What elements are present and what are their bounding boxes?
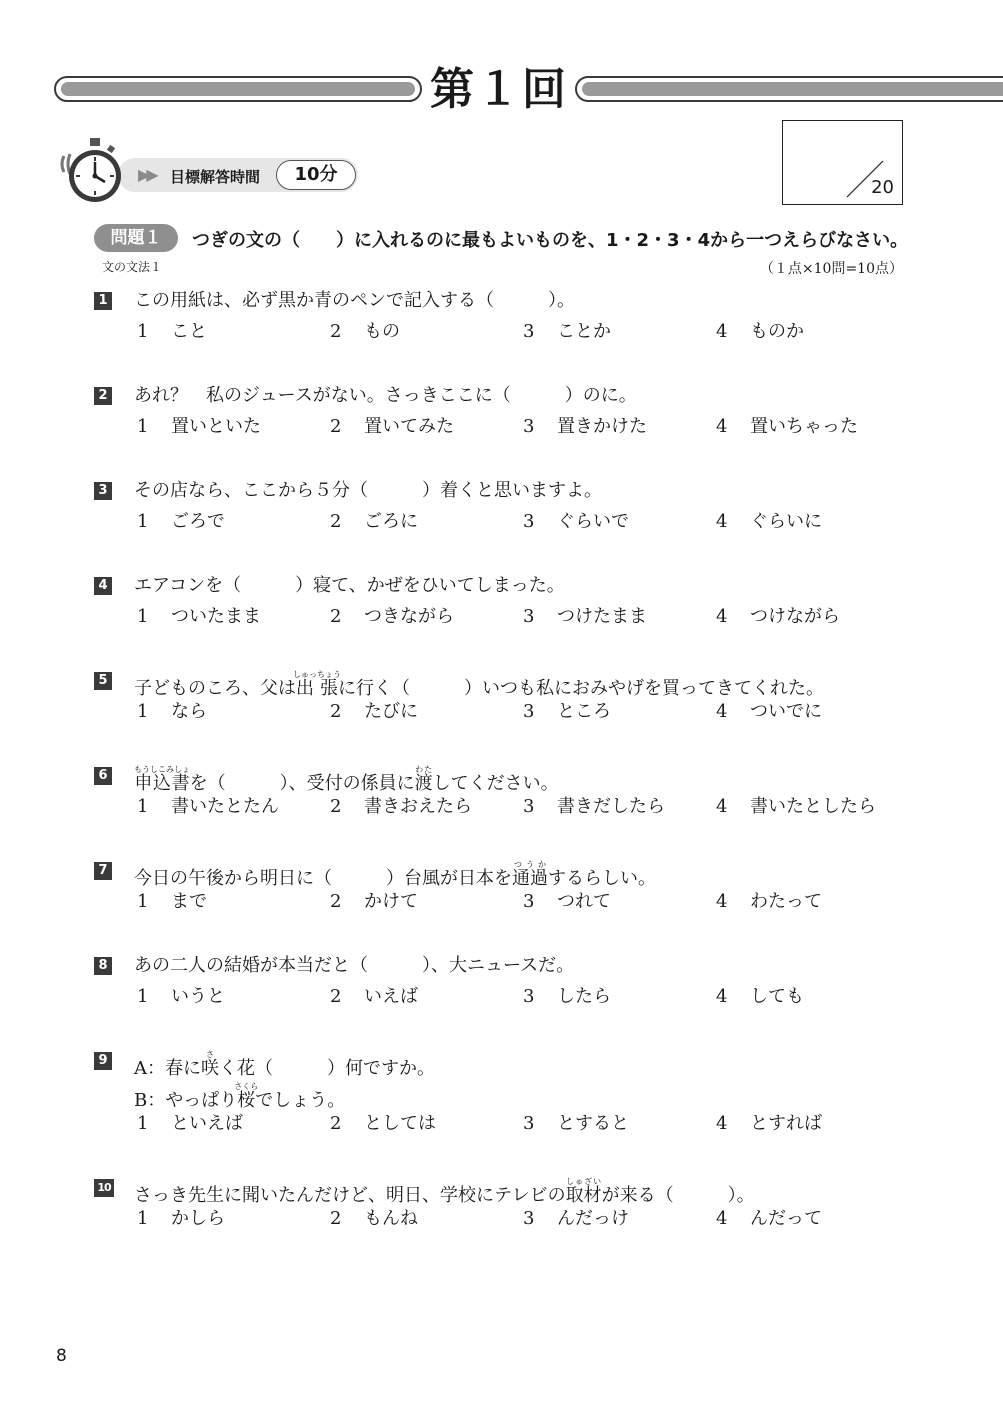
question-3 [94, 480, 934, 540]
question-2 [94, 385, 934, 445]
option-number: 3 [523, 606, 535, 627]
question-text: 子どものころ、父は出張しゅっちょうに行く（ ）いつも私におみやげを買ってきてくれた。 [134, 670, 824, 699]
option-text: 書きだしたら [557, 796, 665, 817]
answer-option-3[interactable] [523, 606, 647, 628]
option-text: つきながら [364, 606, 454, 627]
question-number: 8 [94, 957, 112, 975]
answer-option-3[interactable] [523, 416, 647, 438]
question-text-line-2: B：やっぱり桜さくらでしょう。 [134, 1082, 346, 1111]
header-band-left [54, 76, 422, 102]
furigana-word: 渡わた [414, 765, 433, 794]
answer-option-4[interactable] [716, 1208, 822, 1230]
answer-option-4[interactable] [716, 701, 822, 723]
question-1 [94, 290, 934, 350]
option-text: なら [171, 701, 207, 722]
answer-option-1[interactable] [137, 796, 279, 818]
furigana-word: 申込書もうしこみしょ [134, 765, 190, 794]
option-number: 4 [716, 701, 728, 722]
question-text: その店なら、ここから５分（ ）着くと思いますよ。 [134, 480, 602, 501]
option-text: わたって [750, 891, 822, 912]
answer-option-3[interactable] [523, 796, 665, 818]
question-number: 7 [94, 862, 112, 880]
answer-option-1[interactable] [137, 891, 207, 913]
option-number: 3 [523, 986, 535, 1007]
option-number: 2 [330, 606, 342, 627]
option-number: 2 [330, 986, 342, 1007]
question-text: エアコンを（ ）寝て、かぜをひいてしまった。 [134, 575, 565, 596]
question-number: 10 [94, 1179, 114, 1197]
option-number: 2 [330, 796, 342, 817]
answer-option-2[interactable] [330, 986, 418, 1008]
option-text: とすれば [750, 1113, 822, 1134]
option-text: 書いたとしたら [750, 796, 876, 817]
option-number: 2 [330, 511, 342, 532]
answer-option-1[interactable] [137, 511, 225, 533]
answer-option-3[interactable] [523, 986, 611, 1008]
option-text: こと [171, 321, 207, 342]
option-number: 3 [523, 701, 535, 722]
question-number: 6 [94, 767, 112, 785]
option-text: もの [364, 321, 400, 342]
option-text: ぐらいで [557, 511, 629, 532]
option-text: ことか [557, 321, 611, 342]
option-text: いうと [171, 986, 225, 1007]
section-label: 文の文法１ [102, 260, 163, 274]
answer-option-3[interactable] [523, 321, 611, 343]
option-text: 書きおえたら [364, 796, 472, 817]
answer-option-2[interactable] [330, 891, 418, 913]
question-text: 今日の午後から明日に（ ）台風が日本を通過つうかするらしい。 [134, 860, 656, 889]
option-number: 4 [716, 416, 728, 437]
option-text: しても [750, 986, 804, 1007]
page-number: 8 [56, 1346, 67, 1366]
option-number: 1 [137, 1208, 149, 1229]
answer-option-2[interactable] [330, 321, 400, 343]
answer-option-2[interactable] [330, 1113, 436, 1135]
option-number: 3 [523, 796, 535, 817]
option-text: ごろで [171, 511, 225, 532]
option-number: 1 [137, 321, 149, 342]
option-text: したら [557, 986, 611, 1007]
option-number: 4 [716, 796, 728, 817]
option-number: 4 [716, 891, 728, 912]
option-text: つけながら [750, 606, 840, 627]
option-number: 1 [137, 701, 149, 722]
option-text: とすると [557, 1113, 629, 1134]
option-number: 2 [330, 416, 342, 437]
answer-option-1[interactable] [137, 1113, 243, 1135]
option-text: かしら [171, 1208, 225, 1229]
points-note: （１点×10問=10点） [759, 261, 903, 277]
answer-option-2[interactable] [330, 606, 454, 628]
answer-option-4[interactable] [716, 986, 804, 1008]
option-text: んだって [750, 1208, 822, 1229]
question-number: 9 [94, 1052, 112, 1070]
question-text: 申込書もうしこみしょを（ ）、受付の係員に渡わたしてください。 [134, 765, 559, 794]
option-number: 4 [716, 1208, 728, 1229]
question-8 [94, 955, 934, 1015]
answer-option-3[interactable] [523, 511, 629, 533]
option-text: ところ [557, 701, 611, 722]
question-9 [94, 1050, 934, 1140]
option-number: 1 [137, 796, 149, 817]
option-number: 3 [523, 1208, 535, 1229]
option-number: 3 [523, 416, 535, 437]
option-number: 1 [137, 1113, 149, 1134]
option-text: つけたまま [557, 606, 647, 627]
answer-option-4[interactable] [716, 606, 840, 628]
answer-option-4[interactable] [716, 796, 876, 818]
answer-option-1[interactable] [137, 986, 225, 1008]
option-number: 1 [137, 606, 149, 627]
option-number: 4 [716, 321, 728, 342]
question-number: 3 [94, 482, 112, 500]
option-number: 2 [330, 1113, 342, 1134]
score-box [782, 120, 903, 205]
question-number: 4 [94, 577, 112, 595]
answer-option-2[interactable] [330, 1208, 418, 1230]
answer-option-2[interactable] [330, 701, 418, 723]
question-10 [94, 1177, 934, 1237]
question-6 [94, 765, 934, 825]
option-text: といえば [171, 1113, 243, 1134]
answer-option-3[interactable] [523, 1113, 629, 1135]
furigana-word: 取材しゅざい [565, 1177, 602, 1206]
option-number: 3 [523, 1113, 535, 1134]
question-text: あの二人の結婚が本当だと（ ）、大ニュースだ。 [134, 955, 575, 976]
mondai-instruction: つぎの文の（ ）に入れるのに最もよいものを、1・2・3・4から一つえらびなさい。 [192, 230, 909, 251]
option-text: 置いちゃった [750, 416, 858, 437]
answer-option-3[interactable] [523, 701, 611, 723]
question-text: さっき先生に聞いたんだけど、明日、学校にテレビの取材しゅざいが来る（ ）。 [134, 1177, 755, 1206]
option-text: つれて [557, 891, 611, 912]
option-text: たびに [364, 701, 418, 722]
answer-option-4[interactable] [716, 891, 822, 913]
option-number: 4 [716, 511, 728, 532]
answer-option-4[interactable] [716, 1113, 822, 1135]
target-time-block [62, 138, 362, 208]
option-text: ついたまま [171, 606, 261, 627]
answer-option-3[interactable] [523, 891, 611, 913]
answer-option-4[interactable] [716, 416, 858, 438]
option-text: 置いといた [171, 416, 261, 437]
option-number: 1 [137, 416, 149, 437]
answer-option-2[interactable] [330, 416, 454, 438]
answer-option-4[interactable] [716, 321, 804, 343]
option-number: 3 [523, 321, 535, 342]
option-text: 書いたとたん [171, 796, 279, 817]
option-number: 3 [523, 511, 535, 532]
option-number: 2 [330, 1208, 342, 1229]
option-text: もんね [364, 1208, 418, 1229]
answer-option-1[interactable] [137, 416, 261, 438]
answer-option-1[interactable] [137, 606, 261, 628]
furigana-word: 通過つうか [512, 860, 548, 889]
double-arrow-icon: ▶▶ [138, 165, 155, 184]
option-text: 置いてみた [364, 416, 454, 437]
score-total: 20 [871, 177, 894, 198]
question-text: この用紙は、必ず黒か青のペンで記入する（ ）。 [134, 290, 575, 311]
question-number: 5 [94, 672, 112, 690]
option-number: 1 [137, 986, 149, 1007]
furigana-word: 桜さくら [234, 1082, 259, 1111]
answer-option-1[interactable] [137, 701, 207, 723]
option-text: いえば [364, 986, 418, 1007]
answer-option-1[interactable] [137, 321, 207, 343]
option-text: まで [171, 891, 207, 912]
furigana-word: 咲さ [201, 1050, 219, 1079]
header-band-right [575, 76, 1003, 102]
question-7 [94, 860, 934, 920]
answer-option-1[interactable] [137, 1208, 225, 1230]
option-text: ついでに [750, 701, 822, 722]
question-text: あれ？ 私のジュースがない。さっきここに（ ）のに。 [134, 385, 637, 406]
mondai-badge: 問題１ [94, 224, 178, 252]
option-text: かけて [364, 891, 418, 912]
option-text: としては [364, 1113, 436, 1134]
option-text: んだっけ [557, 1208, 629, 1229]
answer-option-2[interactable] [330, 511, 418, 533]
page-title: 第１回 [430, 64, 568, 115]
option-number: 4 [716, 606, 728, 627]
option-number: 1 [137, 891, 149, 912]
stopwatch-icon [58, 136, 130, 208]
question-number: 1 [94, 292, 112, 310]
option-number: 2 [330, 701, 342, 722]
furigana-word: 出張しゅっちょう [293, 670, 341, 699]
option-number: 2 [330, 891, 342, 912]
target-time-label: 目標解答時間 [170, 168, 261, 186]
option-text: ごろに [364, 511, 418, 532]
option-text: 置きかけた [557, 416, 647, 437]
question-number: 2 [94, 387, 112, 405]
option-text: ものか [750, 321, 804, 342]
question-4 [94, 575, 934, 635]
option-number: 3 [523, 891, 535, 912]
target-time-value: 10分 [276, 160, 356, 190]
option-number: 1 [137, 511, 149, 532]
option-number: 2 [330, 321, 342, 342]
question-text: A：春に咲さく花（ ）何ですか。 [134, 1050, 435, 1079]
option-number: 4 [716, 986, 728, 1007]
answer-option-3[interactable] [523, 1208, 629, 1230]
question-5 [94, 670, 934, 730]
answer-option-2[interactable] [330, 796, 472, 818]
option-text: ぐらいに [750, 511, 822, 532]
option-number: 4 [716, 1113, 728, 1134]
answer-option-4[interactable] [716, 511, 822, 533]
